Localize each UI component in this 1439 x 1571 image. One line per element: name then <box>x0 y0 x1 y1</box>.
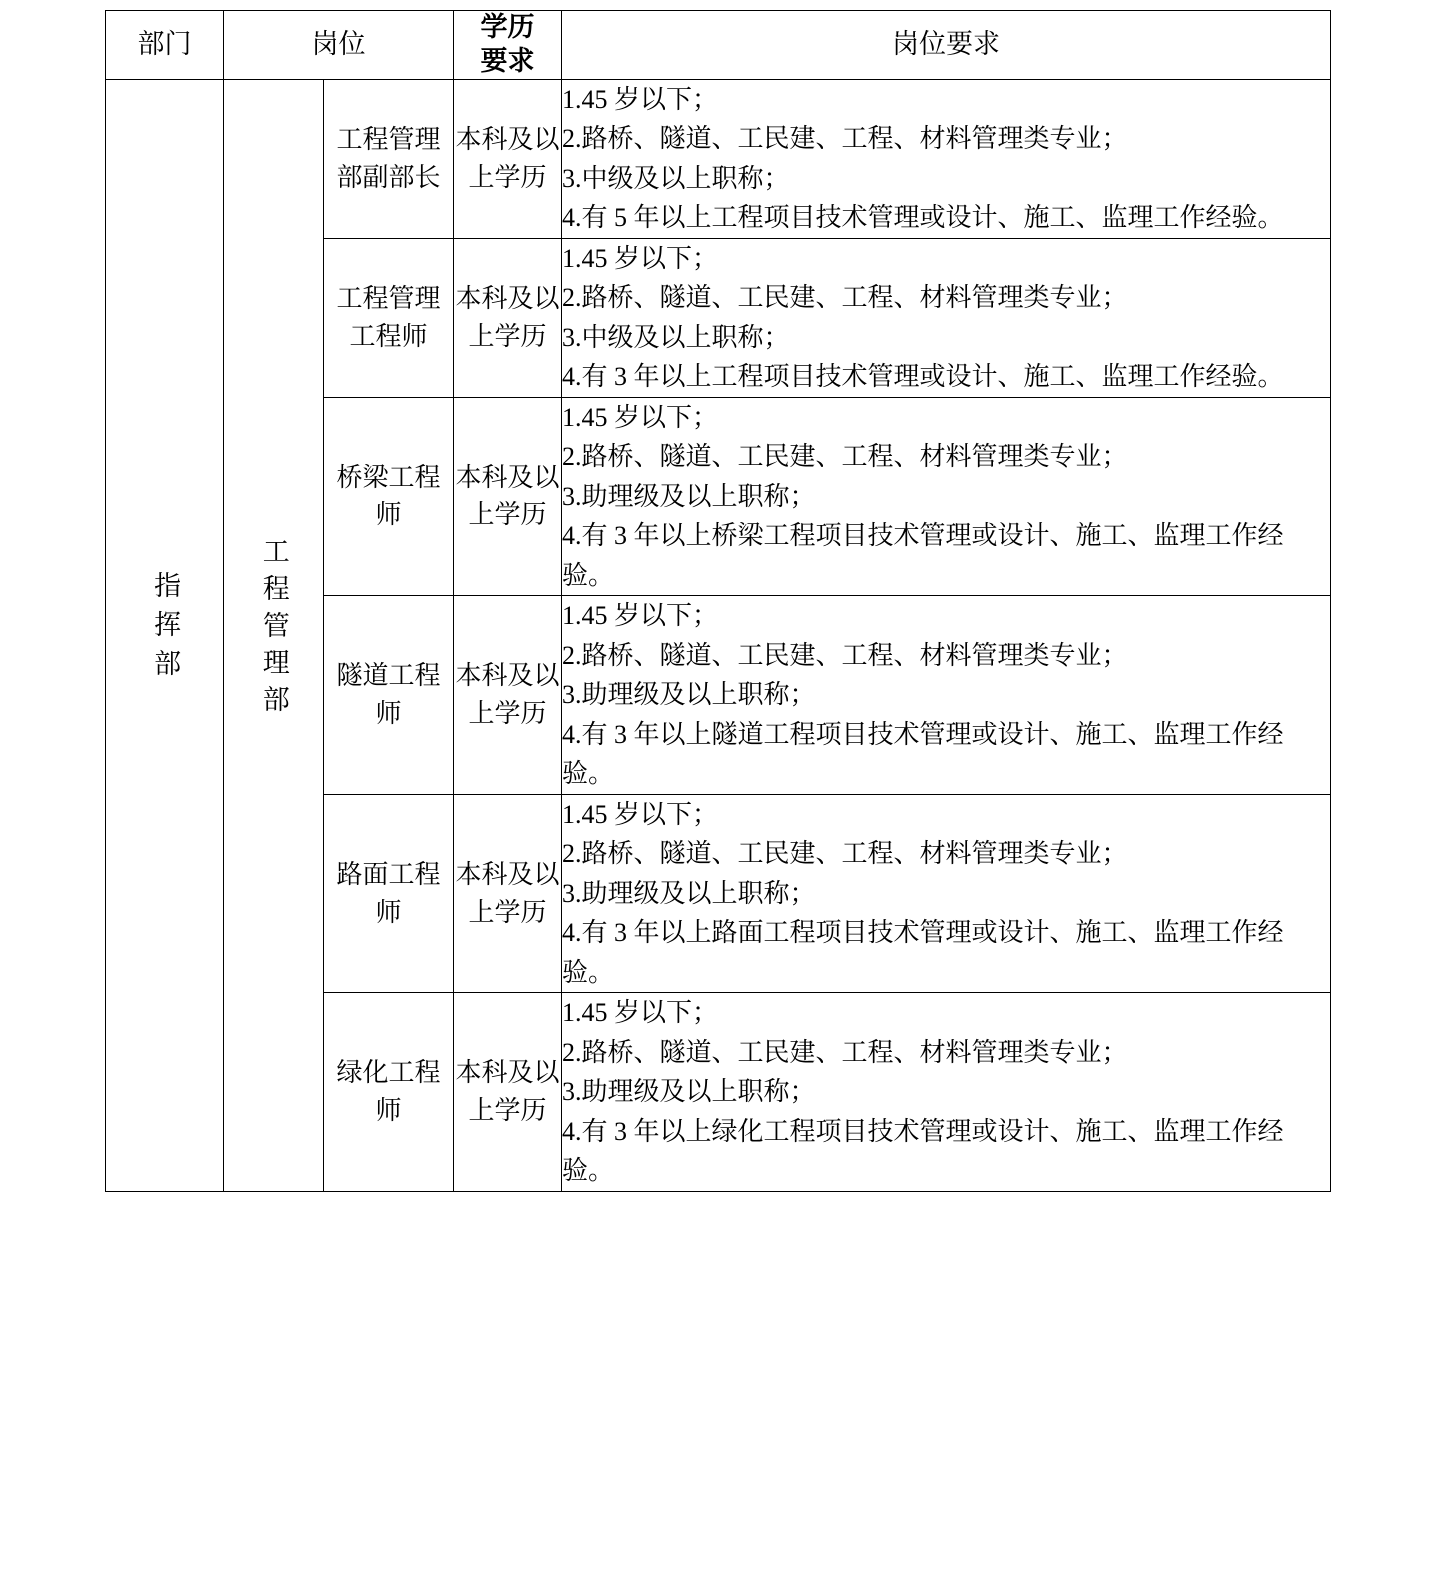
cell-education: 本科及以上学历 <box>454 596 562 795</box>
header-education-line2: 要求 <box>480 45 535 76</box>
cell-post: 隧道工程师 <box>324 596 454 795</box>
requirement-line: 3.中级及以上职称； <box>562 163 790 193</box>
requirement-line: 3.助理级及以上职称； <box>562 680 816 710</box>
requirement-line: 1.45 岁以下； <box>562 799 719 829</box>
requirement-line: 4.有 3 年以上工程项目技术管理或设计、施工、监理工作经验。 <box>562 362 1284 392</box>
cell-requirements <box>562 993 1331 1192</box>
requirement-line: 4.有 3 年以上隧道工程项目技术管理或设计、施工、监理工作经验。 <box>562 719 1284 789</box>
header-education-line1: 学历 <box>480 12 535 42</box>
recruitment-table <box>105 10 1331 1192</box>
requirement-line: 3.助理级及以上职称； <box>562 481 816 511</box>
requirement-line: 1.45 岁以下； <box>562 601 719 631</box>
requirement-line: 2.路桥、隧道、工民建、工程、材料管理类专业； <box>562 839 1128 869</box>
requirement-line: 2.路桥、隧道、工民建、工程、材料管理类专业； <box>562 1037 1128 1067</box>
requirement-line: 1.45 岁以下； <box>562 998 719 1028</box>
requirement-line: 3.助理级及以上职称； <box>562 1077 816 1107</box>
requirement-line: 3.助理级及以上职称； <box>562 878 816 908</box>
header-education <box>454 11 562 80</box>
cell-education: 本科及以上学历 <box>454 993 562 1192</box>
cell-requirements <box>562 397 1331 596</box>
requirement-line: 4.有 5 年以上工程项目技术管理或设计、施工、监理工作经验。 <box>562 203 1284 233</box>
header-post: 岗位 <box>224 11 454 80</box>
requirement-line: 2.路桥、隧道、工民建、工程、材料管理类专业； <box>562 442 1128 472</box>
requirement-line: 1.45 岁以下； <box>562 243 719 273</box>
requirement-line: 4.有 3 年以上桥梁工程项目技术管理或设计、施工、监理工作经验。 <box>562 521 1284 590</box>
cell-requirements <box>562 238 1331 397</box>
table-header-row <box>106 11 1331 80</box>
group-label: 工程管理部 <box>258 537 289 723</box>
cell-education: 本科及以上学历 <box>454 79 562 238</box>
requirement-line: 2.路桥、隧道、工民建、工程、材料管理类专业； <box>562 640 1128 670</box>
department-label: 指挥部 <box>150 571 181 689</box>
cell-post: 工程管理工程师 <box>324 238 454 397</box>
cell-requirements <box>562 596 1331 795</box>
requirement-line: 4.有 3 年以上路面工程项目技术管理或设计、施工、监理工作经验。 <box>562 918 1284 987</box>
requirement-line: 1.45 岁以下； <box>562 402 719 432</box>
header-requirements: 岗位要求 <box>562 11 1331 80</box>
cell-post: 路面工程师 <box>324 794 454 993</box>
cell-post: 绿化工程师 <box>324 993 454 1192</box>
requirement-line: 1.45 岁以下； <box>562 84 719 114</box>
table-row <box>106 79 1331 238</box>
requirement-line: 2.路桥、隧道、工民建、工程、材料管理类专业； <box>562 124 1128 154</box>
cell-post: 工程管理部副部长 <box>324 79 454 238</box>
requirement-line: 2.路桥、隧道、工民建、工程、材料管理类专业； <box>562 283 1128 313</box>
cell-requirements <box>562 794 1331 993</box>
cell-group <box>224 79 324 1191</box>
cell-requirements <box>562 79 1331 238</box>
cell-education: 本科及以上学历 <box>454 794 562 993</box>
requirement-line: 4.有 3 年以上绿化工程项目技术管理或设计、施工、监理工作经验。 <box>562 1116 1284 1186</box>
cell-education: 本科及以上学历 <box>454 397 562 596</box>
requirement-line: 3.中级及以上职称； <box>562 322 790 352</box>
cell-department <box>106 79 224 1191</box>
cell-post: 桥梁工程师 <box>324 397 454 596</box>
header-department: 部门 <box>106 11 224 80</box>
cell-education: 本科及以上学历 <box>454 238 562 397</box>
